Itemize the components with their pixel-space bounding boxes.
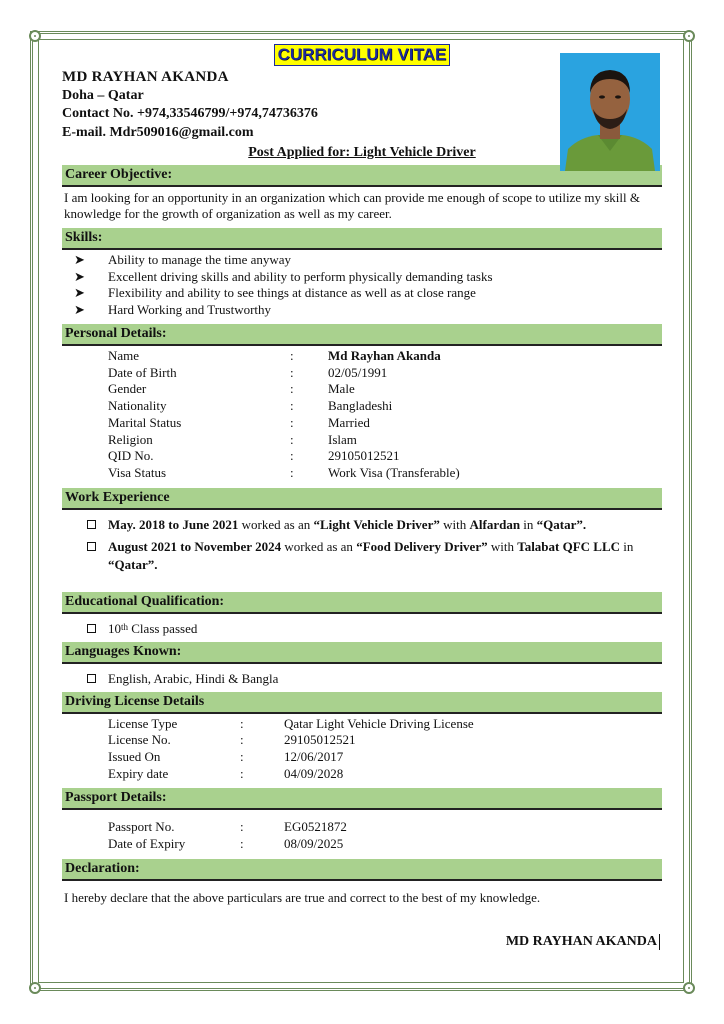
email: E-mail. Mdr509016@gmail.com (62, 124, 254, 140)
section-career (62, 165, 662, 222)
arrow-bullet-icon: ➤ (74, 301, 85, 317)
corner-ornament (683, 30, 695, 42)
section-heading: Driving License Details (62, 692, 662, 714)
table-row: Religion : Islam (108, 431, 357, 447)
section-heading: Career Objective: (62, 165, 662, 187)
signature-name: MD RAYHAN AKANDA (505, 934, 657, 950)
section-heading: Skills: (62, 228, 662, 250)
list-item: August 2021 to November 2024 worked as an “Food Delivery Driver” with Talabat QFC LLC in “Qatar”. (62, 538, 662, 574)
arrow-bullet-icon: ➤ (74, 285, 85, 300)
profile-photo (560, 53, 660, 171)
table-row: Gender : Male (108, 381, 355, 397)
passport-table (62, 819, 662, 852)
corner-ornament (683, 982, 695, 994)
table-row: Marital Status : Married (108, 414, 370, 430)
list-item: 10th Class passed (62, 620, 662, 638)
table-row: Nationality : Bangladeshi (108, 398, 393, 414)
table-row: QID No. : 29105012521 (108, 448, 400, 464)
checkbox-bullet-icon (87, 674, 96, 683)
section-languages (62, 642, 662, 688)
arrow-bullet-icon: ➤ (74, 268, 85, 284)
checkbox-bullet-icon (87, 520, 96, 529)
work-list (62, 516, 662, 574)
education-list (62, 620, 662, 638)
list-item: ➤ Excellent driving skills and ability to perform physically demanding tasks (74, 268, 493, 284)
list-item: ➤ Hard Working and Trustworthy (74, 301, 272, 317)
section-declaration (62, 859, 662, 906)
table-row: Issued On : 12/06/2017 (108, 749, 344, 765)
post-applied: Post Applied for: Light Vehicle Driver (248, 145, 476, 160)
table-row: Date of Expiry : 08/09/2025 (108, 836, 344, 852)
contact-number: Contact No. +974,33546799/+974,74736376 (62, 106, 318, 121)
checkbox-bullet-icon (87, 624, 96, 633)
table-row: Expiry date : 04/09/2028 (108, 765, 344, 781)
license-table (62, 716, 662, 783)
section-heading: Educational Qualification: (62, 592, 662, 614)
table-row: License No. : 29105012521 (108, 732, 356, 748)
languages-list (62, 670, 662, 688)
section-personal (62, 324, 662, 482)
skills-list (62, 252, 662, 318)
signature-block (62, 934, 662, 950)
list-item: May. 2018 to June 2021 worked as an “Light Vehicle Driver” with Alfardan in “Qatar”. (62, 516, 662, 534)
text-cursor (659, 934, 660, 950)
arrow-bullet-icon: ➤ (74, 252, 85, 267)
cv-title: CURRICULUM VITAE (274, 44, 451, 66)
table-row: License Type : Qatar Light Vehicle Driving License (108, 715, 474, 731)
career-text: I am looking for an opportunity in an organization which can provide me enough of scope to utilize my skill & knowledge for the growth of organization as well as my career. (64, 190, 640, 221)
table-row: Name : Md Rayhan Akanda (108, 348, 441, 363)
list-item: English, Arabic, Hindi & Bangla (62, 670, 662, 688)
section-skills (62, 228, 662, 318)
section-license (62, 692, 662, 783)
section-heading: Languages Known: (62, 642, 662, 664)
table-row: Visa Status : Work Visa (Transferable) (108, 464, 460, 480)
section-heading: Personal Details: (62, 324, 662, 346)
corner-ornament (29, 982, 41, 994)
section-work (62, 488, 662, 574)
section-passport (62, 788, 662, 852)
corner-ornament (29, 30, 41, 42)
list-item: ➤ Flexibility and ability to see things at distance as well as at close range (74, 285, 476, 300)
contact-block (62, 68, 542, 142)
section-heading: Passport Details: (62, 788, 662, 810)
list-item: ➤ Ability to manage the time anyway (74, 252, 292, 267)
section-heading: Declaration: (62, 859, 662, 881)
personal-table (62, 348, 662, 482)
location: Doha – Qatar (62, 87, 144, 103)
table-row: Date of Birth : 02/05/1991 (108, 364, 388, 380)
checkbox-bullet-icon (87, 542, 96, 551)
cv-document (62, 44, 662, 950)
applicant-name: MD RAYHAN AKANDA (62, 69, 229, 85)
declaration-text: I hereby declare that the above particulars are true and correct to the best of my knowledge. (64, 889, 541, 905)
table-row: Passport No. : EG0521872 (108, 819, 347, 835)
section-education (62, 592, 662, 638)
section-heading: Work Experience (62, 488, 662, 510)
